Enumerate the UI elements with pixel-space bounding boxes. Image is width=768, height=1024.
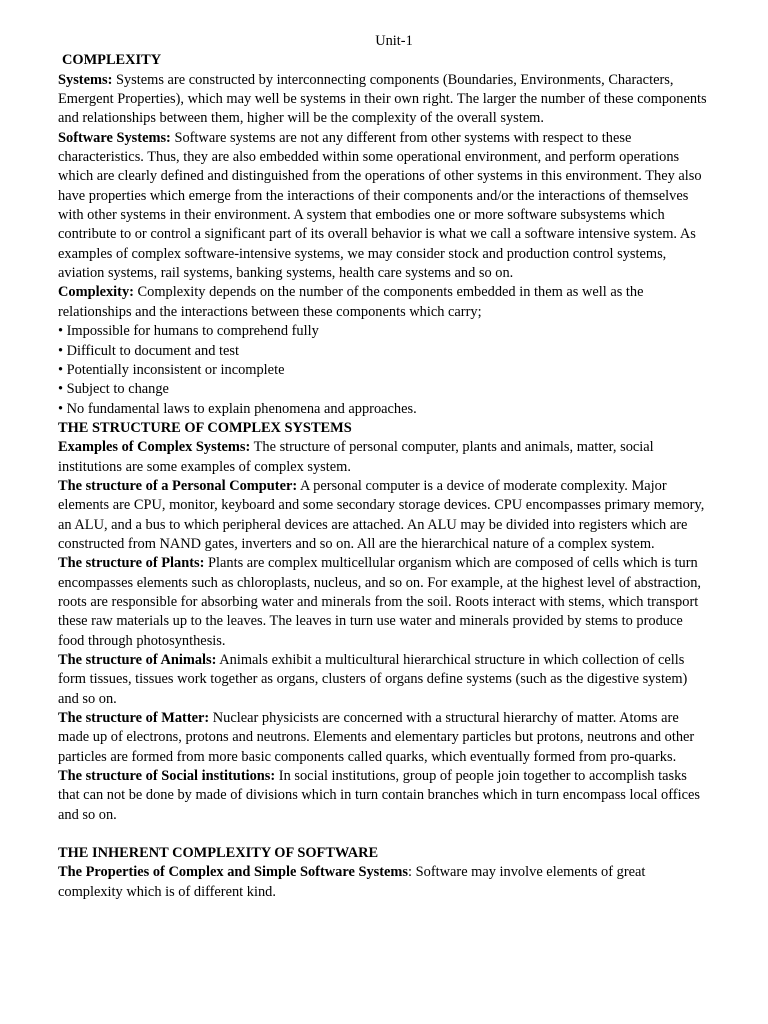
text-social-institutions: In social institutions, group of people join together to accomplish tasks that can not be done by made of divisions which in turn contain branches which in turn encompass local offices and so on.: [58, 768, 700, 823]
paragraph-complexity: [58, 283, 710, 322]
list-item: • Impossible for humans to comprehend fully: [58, 323, 319, 340]
term-systems: Systems:: [58, 71, 113, 88]
complexity-bullet-list: [58, 322, 710, 419]
paragraph-animals: [58, 651, 710, 709]
term-animals: The structure of Animals:: [58, 652, 217, 668]
document-page: [58, 32, 710, 902]
text-personal-computer: A personal computer is a device of moderate complexity. Major elements are CPU, monitor, keyboard and some secondary storage devices. CPU encompasses primary memory, an ALU, and a bus to which peripheral devices are attached. An ALU may be divided into registers which are constructed from NAND gates, inverters and so on. All are the hierarchical nature of a complex system.: [58, 477, 705, 552]
list-item: • Potentially inconsistent or incomplete: [58, 361, 285, 378]
text-systems: Systems are constructed by interconnecting components (Boundaries, Environments, Characters, Emergent Properties), which may well be systems in their own right. The larger the number of these components and relationships between them, higher will be the complexity of the overall system.: [58, 71, 707, 127]
text-software-systems: Software systems are not any different from other systems with respect to these characteristics. Thus, they are also embedded within some operational environment, and perform operations which are clearly defined and distinguished from the operations of other systems in this environment. They also have properties which emerge from the interactions of their components and/or the interactions of themselves with other systems in their environment. A system that embodies one or more software subsystems which contribute to or control a significant part of its overall behavior is what we call a software intensive system. As examples of complex software-intensive systems, we may consider stock and production control systems, aviation systems, rail systems, banking systems, health care systems and so on.: [58, 129, 702, 282]
text-matter: Nuclear physicists are concerned with a structural hierarchy of matter. Atoms are made up of electrons, protons and neutrons. Elements and elementary particles but protons, neutrons and other particles are formed from more basic components called quarks, which eventually formed from pro-quarks.: [58, 710, 695, 765]
list-item: • No fundamental laws to explain phenomena and approaches.: [58, 400, 417, 417]
term-social-institutions: The structure of Social institutions:: [58, 768, 276, 785]
text-examples: The structure of personal computer, plants and animals, matter, social institutions are some examples of complex system.: [58, 439, 654, 475]
paragraph-matter: [58, 709, 710, 767]
term-complexity: Complexity:: [58, 284, 134, 301]
term-software-systems: Software Systems:: [58, 129, 171, 146]
text-complexity: Complexity depends on the number of the components embedded in them as well as the relationships and the interactions between these components which carry;: [58, 284, 644, 320]
heading-complexity: COMPLEXITY: [62, 52, 162, 69]
list-item: • Subject to change: [58, 381, 169, 398]
text-animals: Animals exhibit a multicultural hierarchical structure in which collection of cells form tissues, tissues work together as organs, clusters of organs define systems (such as the digestive system) and so on.: [58, 652, 688, 707]
unit-label: Unit-1: [375, 33, 413, 49]
term-plants: The structure of Plants:: [58, 555, 205, 572]
text-properties: : Software may involve elements of great complexity which is of different kind.: [58, 864, 646, 900]
list-item: • Difficult to document and test: [58, 342, 240, 359]
paragraph-examples: [58, 438, 710, 477]
section-spacer: [58, 825, 710, 844]
paragraph-plants: [58, 554, 710, 651]
paragraph-properties: [58, 863, 710, 902]
heading-structure-of-complex-systems: THE STRUCTURE OF COMPLEX SYSTEMS: [58, 419, 352, 436]
term-matter: The structure of Matter:: [58, 710, 210, 727]
paragraph-social-institutions: [58, 767, 710, 825]
heading-inherent-complexity: THE INHERENT COMPLEXITY OF SOFTWARE: [58, 845, 379, 862]
term-properties: The Properties of Complex and Simple Software Systems: [58, 864, 409, 881]
paragraph-personal-computer: [58, 477, 710, 554]
text-plants: Plants are complex multicellular organism which are composed of cells which is turn encompasses elements such as chloroplasts, nucleus, and so on. For example, at the highest level of abstraction, roots are responsible for absorbing water and minerals from the soil. Roots interact with stems, which transport these raw materials up to the leaves. The leaves in turn use water and minerals provided by stems to produce food through photosynthesis.: [58, 555, 702, 649]
term-personal-computer: The structure of a Personal Computer:: [58, 477, 298, 494]
term-examples: Examples of Complex Systems:: [58, 439, 251, 456]
paragraph-software-systems: [58, 129, 710, 284]
paragraph-systems: [58, 71, 710, 129]
